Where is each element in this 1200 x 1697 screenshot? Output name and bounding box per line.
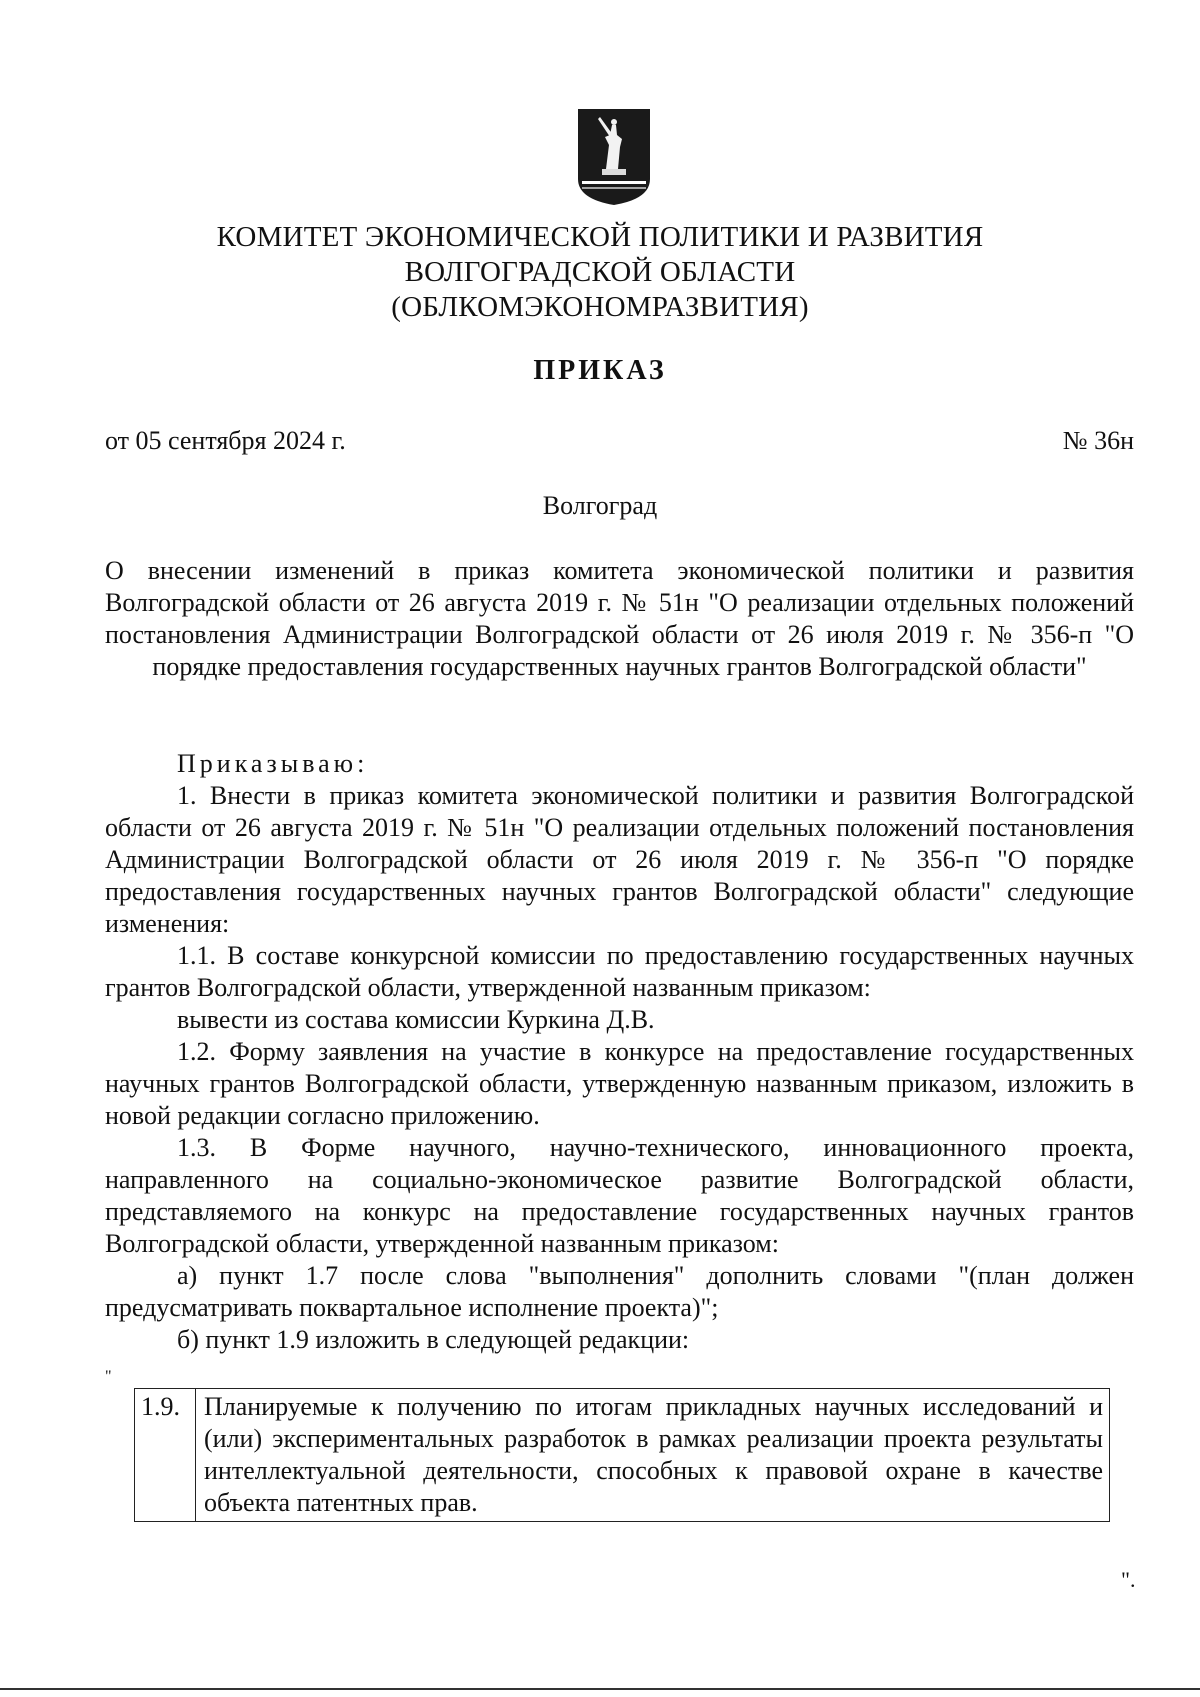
document-city: Волгоград [542, 491, 658, 520]
paragraph-1-3: 1.3. В Форме научного, научно-технического, инновационного проекта, направленного на социально-экономическое развитие Волгоградской области, представляемого на конкурс на предоставление государственных научных грантов Волгоградской области, утвержденной названным приказом: [105, 1133, 1134, 1258]
inserted-item-table [134, 1388, 1110, 1522]
document-title: ПРИКАЗ [533, 355, 667, 386]
table-close-quote: ". [1121, 1567, 1136, 1592]
paragraph-1-1-item: вывести из состава комиссии Куркина Д.В. [177, 1005, 655, 1034]
table-open-quote: " [105, 1368, 112, 1385]
paragraph-1-3-b: б) пункт 1.9 изложить в следующей редакции: [177, 1325, 690, 1354]
document-date: от 05 сентября 2024 г. [105, 426, 346, 455]
volgograd-coat-of-arms-icon [576, 107, 652, 207]
paragraph-1-2: 1.2. Форму заявления на участие в конкурсе на предоставление государственных научных грантов Волгоградской области, утвержденную названным приказом, изложить в новой редакции согласно приложению. [105, 1037, 1134, 1130]
paragraph-1-3-a: а) пункт 1.7 после слова "выполнения" дополнить словами "(план должен предусматривать поквартальное исполнение проекта)"; [105, 1261, 1134, 1322]
page-bottom-edge [0, 1688, 1200, 1690]
document-body [105, 748, 1134, 1356]
paragraph-1-1: 1.1. В составе конкурсной комиссии по предоставлению государственных научных грантов Волгоградской области, утвержденной названным приказом: [105, 941, 1134, 1002]
paragraph-1: 1. Внести в приказ комитета экономической политики и развития Волгоградской области от 26 августа 2019 г. № 51н "О реализации отдельных положений постановления Администрации Волгоградской области от 26 июля 2019 г. № 356-п "О порядке предоставления государственных научных грантов Волгоградской области" следующие изменения: [105, 781, 1134, 938]
table-row [135, 1389, 1110, 1522]
order-word: Приказываю: [177, 749, 369, 778]
org-name-line-1: КОМИТЕТ ЭКОНОМИЧЕСКОЙ ПОЛИТИКИ И РАЗВИТИЯ [216, 221, 984, 253]
document-number: № 36н [1062, 426, 1134, 455]
coat-of-arms-emblem [576, 107, 652, 207]
table-row-text: Планируемые к получению по итогам прикладных научных исследований и (или) экспериментальных разработок в рамках реализации проекта результаты интеллектуальной деятельности, способных к правовой охране в качестве объекта патентных прав. [196, 1389, 1110, 1522]
org-name-line-2: ВОЛГОГРАДСКОЙ ОБЛАСТИ [404, 256, 796, 288]
org-name-line-3: (ОБЛКОМЭКОНОМРАЗВИТИЯ) [391, 291, 809, 323]
table-row-number: 1.9. [135, 1389, 196, 1522]
document-subject: О внесении изменений в приказ комитета экономической политики и развития Волгоградской области от 26 августа 2019 г. № 51н "О реализации отдельных положений постановления Администрации Волгоградской области от 26 июля 2019 г. № 356-п "О порядке предоставления государственных научных грантов Волгоградской области" [105, 556, 1134, 681]
